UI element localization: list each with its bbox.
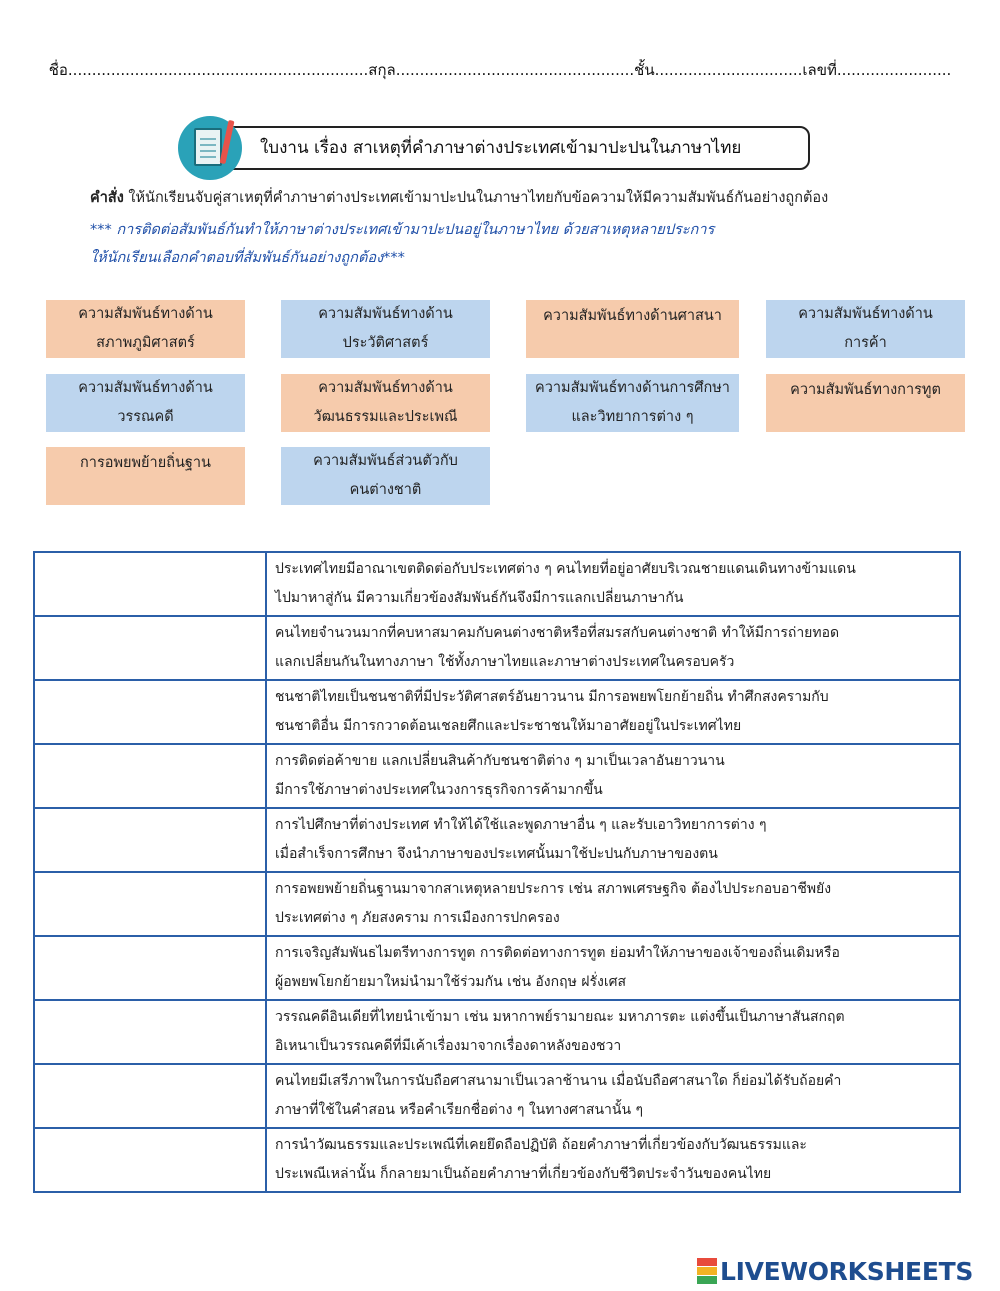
note-line-1: *** การติดต่อสัมพันธ์กันทำให้ภาษาต่างประเทศเข้ามาปะปนอยู่ในภาษาไทย ด้วยสาเหตุหลายประการ xyxy=(90,222,715,238)
table-row xyxy=(34,808,960,872)
answer-drop-zone[interactable] xyxy=(34,808,266,872)
table-row xyxy=(34,872,960,936)
class-label: ชั้น xyxy=(634,61,655,79)
worksheet-title: ใบงาน เรื่อง สาเหตุที่คำภาษาต่างประเทศเข้ามาปะปนในภาษาไทย xyxy=(260,138,742,158)
name-label: ชื่อ xyxy=(48,61,68,79)
instruction-note xyxy=(90,216,970,272)
answer-drop-zone[interactable] xyxy=(34,744,266,808)
answer-drop-zone[interactable] xyxy=(34,1128,266,1192)
logo-mark-icon xyxy=(697,1258,717,1284)
number-field[interactable]: ........................ xyxy=(836,61,952,79)
row-statement: การไปศึกษาที่ต่างประเทศ ทำให้ได้ใช้และพูดภาษาอื่น ๆ และรับเอาวิทยาการต่าง ๆ เมื่อสำเร็จการศึกษา จึงนำภาษาของประเทศนั้นมาใช้ปะปนกับภาษาของตน xyxy=(266,808,960,872)
row-statement: วรรณคดีอินเดียที่ไทยนำเข้ามา เช่น มหากาพย์รามายณะ มหาภารตะ แต่งขึ้นเป็นภาษาสันสกฤต อิเหนาเป็นวรรณคดีที่มีเค้าเรื่องมาจากเรื่องดาหลังของชวา xyxy=(266,1000,960,1064)
row-statement: การเจริญสัมพันธไมตรีทางการทูต การติดต่อทางการทูต ย่อมทำให้ภาษาของเจ้าของถิ่นเดิมหรือ ผู้อพยพโยกย้ายมาใหม่นำมาใช้ร่วมกัน เช่น อังกฤษ ฝรั่งเศส xyxy=(266,936,960,1000)
table-row xyxy=(34,616,960,680)
choice-religion[interactable]: ความสัมพันธ์ทางด้านศาสนา xyxy=(526,300,739,358)
table-row xyxy=(34,552,960,616)
title-banner xyxy=(208,126,810,170)
answer-drop-zone[interactable] xyxy=(34,1000,266,1064)
notebook-icon xyxy=(178,116,242,180)
liveworksheets-logo xyxy=(697,1254,973,1288)
surname-label: สกุล xyxy=(368,61,396,79)
table-row xyxy=(34,680,960,744)
choice-diplomacy[interactable]: ความสัมพันธ์ทางการทูต xyxy=(766,374,965,432)
row-statement: ชนชาติไทยเป็นชนชาติที่มีประวัติศาสตร์อันยาวนาน มีการอพยพโยกย้ายถิ่น ทำศึกสงครามกับ ชนชาติอื่น มีการกวาดต้อนเชลยศึกและประชาชนให้มาอาศัยอยู่ในประเทศไทย xyxy=(266,680,960,744)
row-statement: ประเทศไทยมีอาณาเขตติดต่อกับประเทศต่าง ๆ คนไทยที่อยู่อาศัยบริเวณชายแดนเดินทางข้ามแดน ไปมาหาสู่กัน มีความเกี่ยวข้องสัมพันธ์กันจึงมีการแลกเปลี่ยนภาษากัน xyxy=(266,552,960,616)
logo-text: LIVEWORKSHEETS xyxy=(720,1256,974,1286)
number-label: เลขที่ xyxy=(802,61,837,79)
table-row xyxy=(34,744,960,808)
instruction-text: ให้นักเรียนจับคู่สาเหตุที่คำภาษาต่างประเทศเข้ามาปะปนในภาษาไทยกับข้อความให้มีความสัมพันธ์กันอย่างถูกต้อง xyxy=(128,190,829,206)
answer-drop-zone[interactable] xyxy=(34,552,266,616)
name-field[interactable]: ............................................................... xyxy=(67,61,369,79)
row-statement: คนไทยมีเสรีภาพในการนับถือศาสนามาเป็นเวลาช้านาน เมื่อนับถือศาสนาใด ก็ย่อมได้รับถ้อยคำ ภาษาที่ใช้ในคำสอน หรือคำเรียกชื่อต่าง ๆ ในทางศาสนานั้น ๆ xyxy=(266,1064,960,1128)
note-line-2: ให้นักเรียนเลือกคำตอบที่สัมพันธ์กันอย่างถูกต้อง*** xyxy=(90,250,405,266)
row-statement: การติดต่อค้าขาย แลกเปลี่ยนสินค้ากับชนชาติต่าง ๆ มาเป็นเวลาอันยาวนาน มีการใช้ภาษาต่างประเทศในวงการธุรกิจการค้ามากขึ้น xyxy=(266,744,960,808)
table-row xyxy=(34,1064,960,1128)
answer-drop-zone[interactable] xyxy=(34,616,266,680)
choice-history[interactable]: ความสัมพันธ์ทางด้าน ประวัติศาสตร์ xyxy=(281,300,490,358)
row-statement: การอพยพย้ายถิ่นฐานมาจากสาเหตุหลายประการ เช่น สภาพเศรษฐกิจ ต้องไปประกอบอาชีพยัง ประเทศต่าง ๆ ภัยสงคราม การเมืองการปกครอง xyxy=(266,872,960,936)
table-row xyxy=(34,1128,960,1192)
matching-table xyxy=(33,551,961,1193)
student-info-line xyxy=(0,58,1000,82)
answer-drop-zone[interactable] xyxy=(34,872,266,936)
answer-drop-zone[interactable] xyxy=(34,1064,266,1128)
choice-trade[interactable]: ความสัมพันธ์ทางด้าน การค้า xyxy=(766,300,965,358)
instruction-label: คำสั่ง xyxy=(90,190,124,206)
choice-migration[interactable]: การอพยพย้ายถิ่นฐาน xyxy=(46,447,245,505)
choice-culture-tradition[interactable]: ความสัมพันธ์ทางด้าน วัฒนธรรมและประเพณี xyxy=(281,374,490,432)
table-row xyxy=(34,936,960,1000)
row-statement: การนำวัฒนธรรมและประเพณีที่เคยยึดถือปฏิบัติ ถ้อยคำภาษาที่เกี่ยวข้องกับวัฒนธรรมและ ประเพณีเหล่านั้น ก็กลายมาเป็นถ้อยคำภาษาที่เกี่ยวข้องกับชีวิตประจำวันของคนไทย xyxy=(266,1128,960,1192)
choice-geography[interactable]: ความสัมพันธ์ทางด้าน สภาพภูมิศาสตร์ xyxy=(46,300,245,358)
choice-education[interactable]: ความสัมพันธ์ทางด้านการศึกษา และวิทยาการต่าง ๆ xyxy=(526,374,739,432)
answer-drop-zone[interactable] xyxy=(34,936,266,1000)
row-statement: คนไทยจำนวนมากที่คบหาสมาคมกับคนต่างชาติหรือที่สมรสกับคนต่างชาติ ทำให้มีการถ่ายทอด แลกเปลี่ยนกันในทางภาษา ใช้ทั้งภาษาไทยและภาษาต่างประเทศในครอบครัว xyxy=(266,616,960,680)
surname-field[interactable]: .................................................. xyxy=(395,61,635,79)
table-row xyxy=(34,1000,960,1064)
choice-literature[interactable]: ความสัมพันธ์ทางด้าน วรรณคดี xyxy=(46,374,245,432)
instruction xyxy=(90,186,970,210)
class-field[interactable]: ............................... xyxy=(654,61,803,79)
choice-personal-relations[interactable]: ความสัมพันธ์ส่วนตัวกับ คนต่างชาติ xyxy=(281,447,490,505)
answer-drop-zone[interactable] xyxy=(34,680,266,744)
